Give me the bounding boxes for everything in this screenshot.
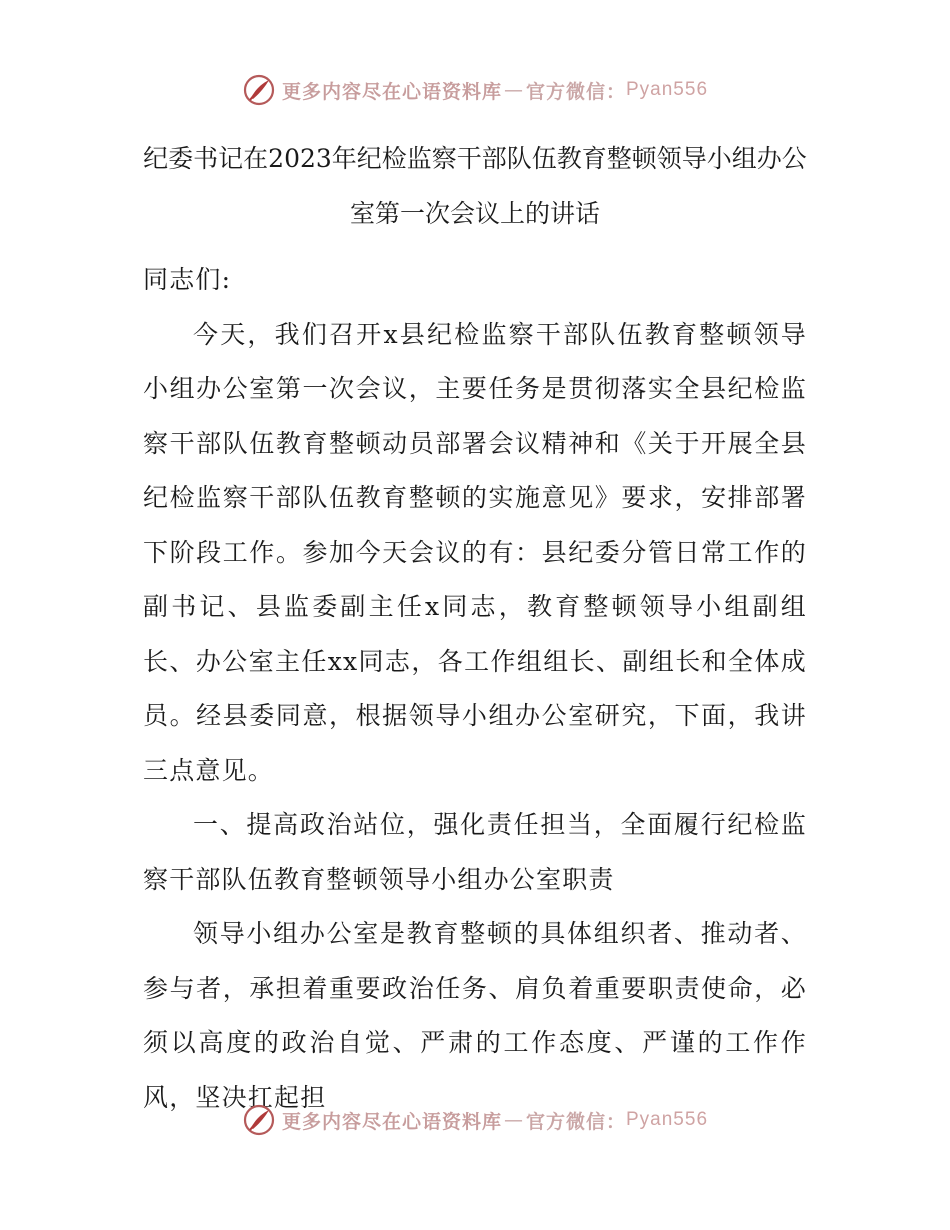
banner-main-text: 更多内容尽在心语资料库 [281,1110,502,1133]
header-watermark-banner [0,68,950,112]
salutation: 同志们: [143,265,232,294]
document-title-line-2: 室第一次会议上的讲话 [349,199,600,228]
paragraph-section-1: 领导小组办公室是教育整顿的具体组织者、推动者、参与者，承担着重要政治任务、肩负着重要职责使命，必须以高度的政治自觉、严肃的工作态度、严谨的工作作风，坚决扛起担 [143,919,807,1112]
banner-wechat-id: Pyan556 [626,1109,709,1130]
footer-watermark-banner [0,1098,950,1142]
banner-wechat-label: 官方微信： [525,1110,626,1133]
banner-dash: — [503,1109,524,1131]
banner-dash: — [503,79,524,101]
section-heading-1: 一、提高政治站位，强化责任担当，全面履行纪检监察干部队伍教育整顿领导小组办公室职责 [143,810,807,894]
banner-wechat-label: 官方微信： [525,80,626,103]
banner-main-text: 更多内容尽在心语资料库 [281,80,502,103]
paragraph-intro: 今天，我们召开x县纪检监察干部队伍教育整顿领导小组办公室第一次会议，主要任务是贯彻落实全县纪检监察干部队伍教育整顿动员部署会议精神和《关于开展全县纪检监察干部队伍教育整顿的实施意见》要求，安排部署下阶段工作。参加今天会议的有：县纪委分管日常工作的副书记、县监委副主任x同志，教育整顿领导小组副组长、办公室主任xx同志，各工作组组长、副组长和全体成员。经县委同意，根据领导小组办公室研究，下面，我讲三点意见。 [143,319,807,785]
quill-logo-icon [242,73,276,107]
banner-wechat-id: Pyan556 [626,79,709,100]
document-title-line-1: 纪委书记在2023年纪检监察干部队伍教育整顿领导小组办公 [143,144,807,173]
quill-logo-icon [242,1103,276,1137]
document-body [143,253,807,1125]
